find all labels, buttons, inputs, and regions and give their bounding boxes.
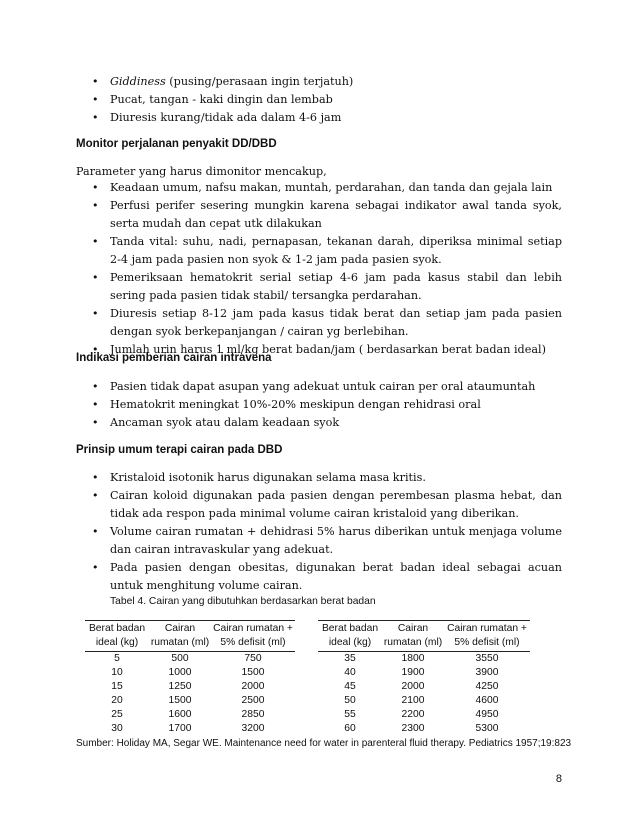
table-source: Sumber: Holiday MA, Segar WE. Maintenance need for water in parenteral fluid therapy. Pediatrics 1957;19:823 xyxy=(76,738,572,749)
table-row: 20 1500 2500 xyxy=(111,695,265,706)
list-item: • Diuresis kurang/tidak ada dalam 4-6 jam xyxy=(76,109,562,127)
monitor-intro: Parameter yang harus dimonitor mencakup, xyxy=(76,165,327,178)
indikasi-list xyxy=(76,378,562,432)
table-caption: Tabel 4. Cairan yang dibutuhkan berdasarkan berat badan xyxy=(110,596,376,607)
list-item: • Perfusi perifer sesering mungkin karena sebagai indikator awal tanda syok, serta mudah dan cepat utk dilakukan xyxy=(76,197,562,233)
monitor-list xyxy=(76,179,562,359)
list-item: • Volume cairan rumatan + dehidrasi 5% harus diberikan untuk menjaga volume dan cairan intravaskular yang adekuat. xyxy=(76,523,562,559)
column-header: Cairan rumatan (ml) xyxy=(382,621,444,652)
list-item: • Cairan koloid digunakan pada pasien dengan perembesan plasma hebat, dan tidak ada respon pada minimal volume cairan kristaloid yang diberikan. xyxy=(76,487,562,523)
section-heading-monitor: Monitor perjalanan penyakit DD/DBD xyxy=(76,138,277,150)
list-item: • Diuresis setiap 8-12 jam pada kasus tidak berat dan setiap jam pada pasien dengan syok berkepanjangan / cairan yg berlebihan. xyxy=(76,305,562,341)
table-row: 25 1600 2850 xyxy=(111,709,265,720)
section-heading-prinsip: Prinsip umum terapi cairan pada DBD xyxy=(76,444,283,456)
column-header: Cairan rumatan (ml) xyxy=(149,621,211,652)
table-row: 45 2000 4250 xyxy=(344,681,499,692)
list-item: • Hematokrit meningkat 10%-20% meskipun dengan rehidrasi oral xyxy=(76,396,562,414)
fluid-table-right xyxy=(318,620,530,736)
table-row: 50 2100 4600 xyxy=(344,695,499,706)
section-heading-indikasi: Indikasi pemberian cairan intravena xyxy=(76,352,272,364)
table-row: 5 500 750 xyxy=(114,653,262,664)
list-item: • Pemeriksaan hematokrit serial setiap 4-6 jam pada kasus stabil dan lebih sering pada pasien tidak stabil/ tersangka perdarahan. xyxy=(76,269,562,305)
column-header: Berat badan ideal (kg) xyxy=(85,621,149,652)
list-item: • Giddiness (pusing/perasaan ingin terjatuh) xyxy=(76,73,562,91)
table-row: 55 2200 4950 xyxy=(344,709,499,720)
page-number: 8 xyxy=(555,773,562,785)
list-item: • Pasien tidak dapat asupan yang adekuat untuk cairan per oral ataumuntah xyxy=(76,378,562,396)
table-row: 40 1900 3900 xyxy=(344,667,499,678)
table-row: 15 1250 2000 xyxy=(111,681,265,692)
column-header: Berat badan ideal (kg) xyxy=(318,621,382,652)
symptom-list xyxy=(76,73,562,127)
list-item: • Tanda vital: suhu, nadi, pernapasan, tekanan darah, diperiksa minimal setiap 2-4 jam pada pasien non syok & 1-2 jam pada pasien syok. xyxy=(76,233,562,269)
fluid-table-left xyxy=(85,620,295,736)
list-item: • Kristaloid isotonik harus digunakan selama masa kritis. xyxy=(76,469,562,487)
table-row: 10 1000 1500 xyxy=(111,667,265,678)
table-row: 60 2300 5300 xyxy=(344,723,499,734)
column-header: Cairan rumatan + 5% defisit (ml) xyxy=(211,621,295,652)
list-item: • Pada pasien dengan obesitas, digunakan berat badan ideal sebagai acuan untuk menghitung volume cairan. xyxy=(76,559,562,595)
table-row: 35 1800 3550 xyxy=(344,653,499,664)
list-item: • Keadaan umum, nafsu makan, muntah, perdarahan, dan tanda dan gejala lain xyxy=(76,179,562,197)
list-item: • Ancaman syok atau dalam keadaan syok xyxy=(76,414,562,432)
table-row: 30 1700 3200 xyxy=(111,723,265,734)
list-item: • Jumlah urin harus 1 ml/kg berat badan/jam ( berdasarkan berat badan ideal) xyxy=(76,341,562,359)
prinsip-list xyxy=(76,469,562,595)
list-item: • Pucat, tangan - kaki dingin dan lembab xyxy=(76,91,562,109)
column-header: Cairan rumatan + 5% defisit (ml) xyxy=(444,621,530,652)
